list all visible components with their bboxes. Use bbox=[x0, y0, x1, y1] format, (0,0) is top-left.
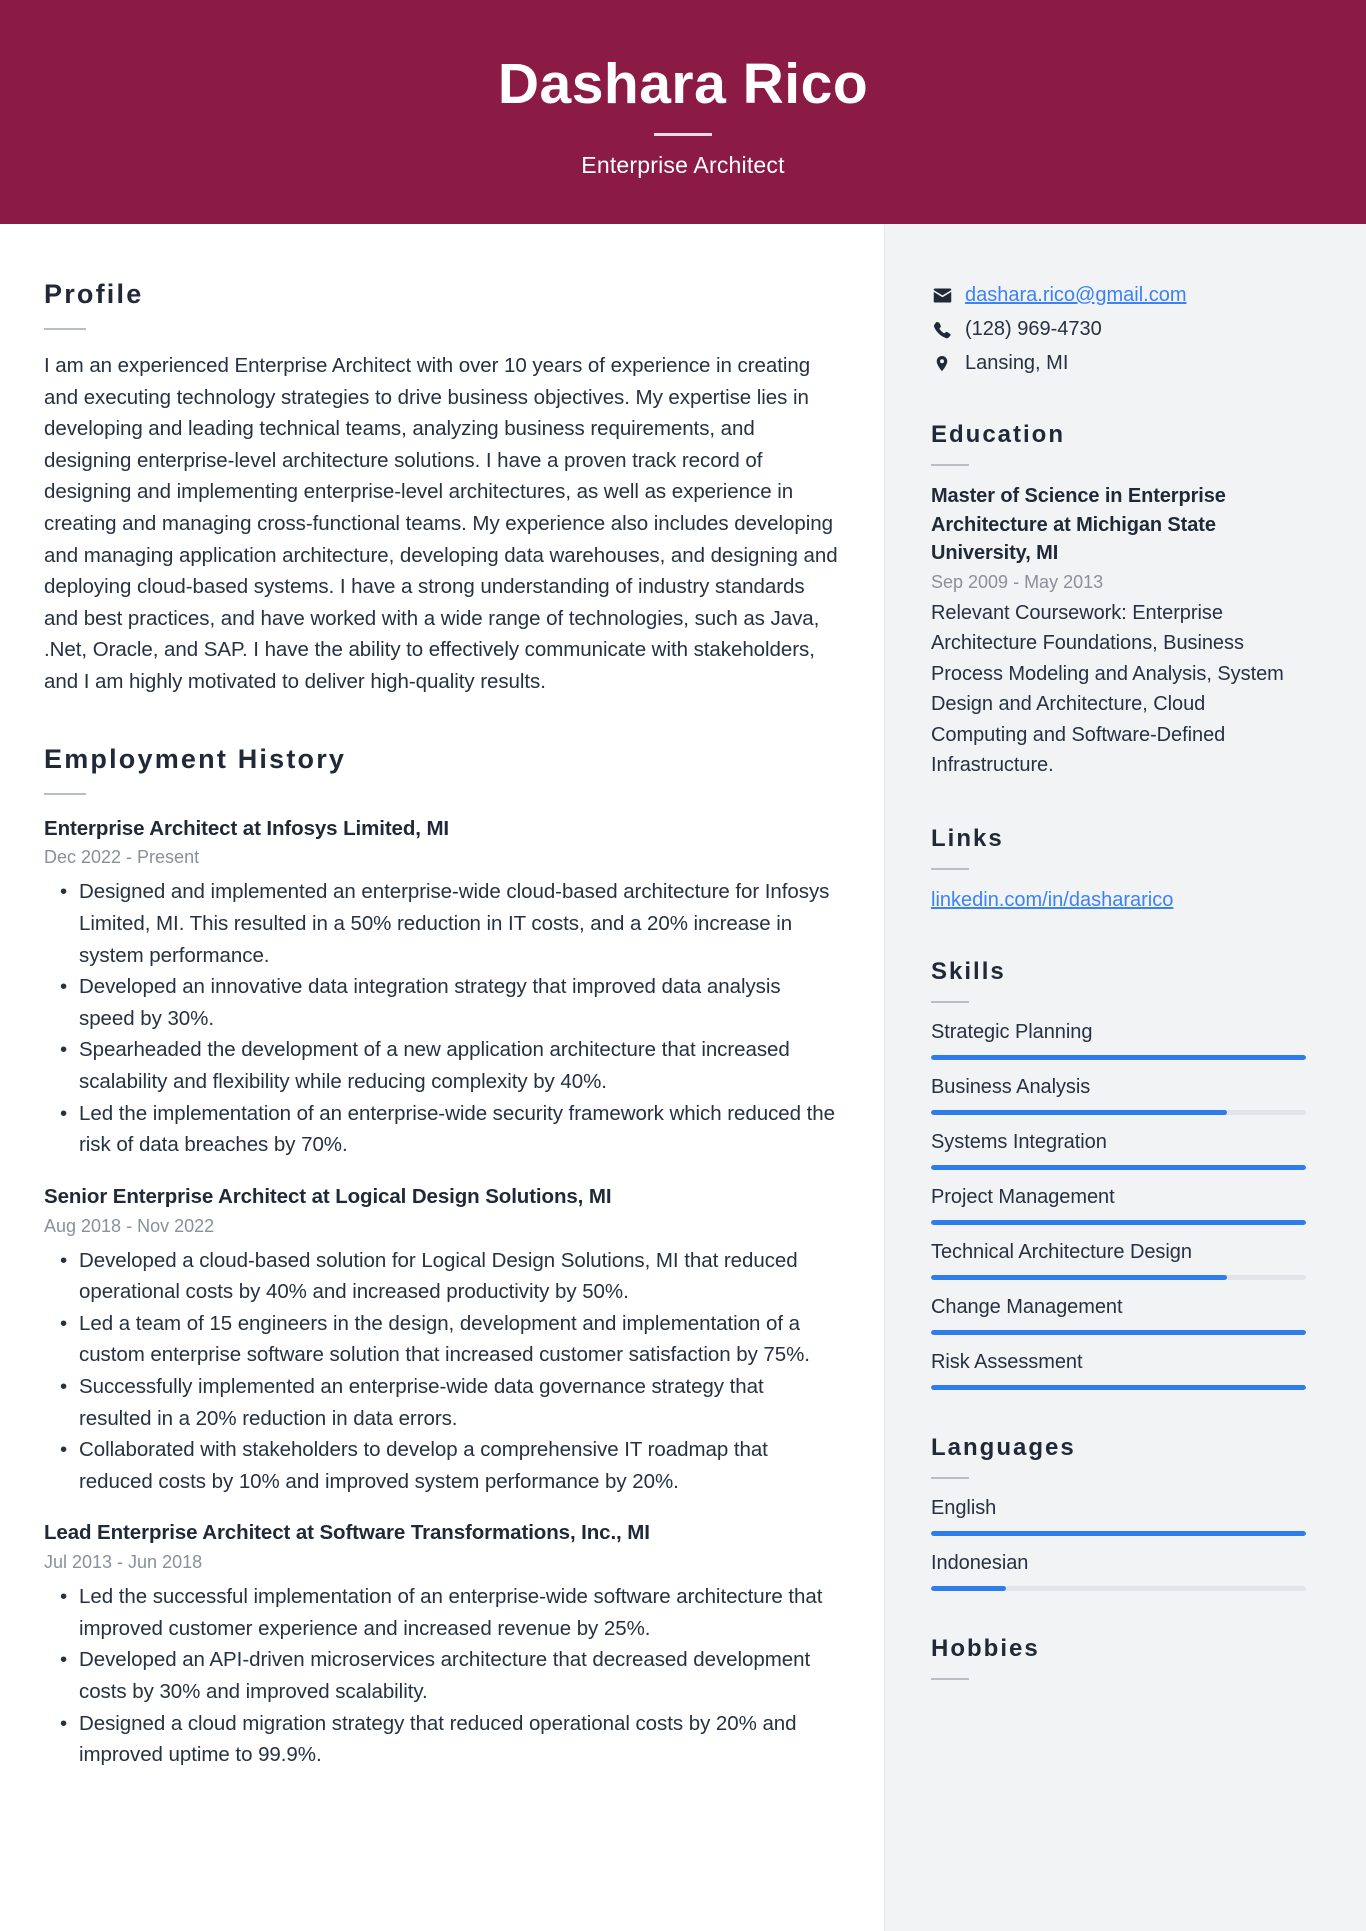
profile-heading: Profile bbox=[44, 279, 144, 309]
section-skills bbox=[931, 958, 1306, 1390]
skill-level-fill bbox=[931, 1330, 1306, 1335]
location-pin-icon bbox=[931, 353, 953, 375]
skill-item bbox=[931, 1294, 1306, 1335]
links-list bbox=[931, 886, 1306, 914]
language-level-bar bbox=[931, 1586, 1306, 1591]
employment-heading: Employment History bbox=[44, 743, 347, 774]
language-item bbox=[931, 1495, 1306, 1536]
profile-heading-rule bbox=[44, 328, 86, 330]
job-date-range: Dec 2022 - Present bbox=[44, 847, 200, 868]
section-hobbies bbox=[931, 1635, 1306, 1680]
skill-level-bar bbox=[931, 1110, 1306, 1115]
skill-level-bar bbox=[931, 1165, 1306, 1170]
education-list bbox=[931, 482, 1306, 781]
job-entry bbox=[44, 815, 839, 1161]
job-date-range: Aug 2018 - Nov 2022 bbox=[44, 1215, 215, 1236]
skills-list bbox=[931, 1019, 1306, 1390]
email-link[interactable]: dashara.rico@gmail.com bbox=[965, 284, 1187, 306]
languages-heading-rule bbox=[931, 1477, 969, 1479]
section-profile bbox=[44, 279, 839, 698]
languages-heading: Languages bbox=[931, 1433, 1076, 1461]
resume-body bbox=[0, 224, 1366, 1931]
contact-list bbox=[931, 282, 1306, 377]
language-level-fill bbox=[931, 1531, 1306, 1536]
skills-heading: Skills bbox=[931, 957, 1006, 985]
section-education bbox=[931, 421, 1306, 781]
contact-row[interactable] bbox=[931, 282, 1306, 309]
skill-level-bar bbox=[931, 1385, 1306, 1390]
job-bullet: • Successfully implemented an enterprise-wide data governance strategy that resulted in a 20% reduction in data errors. bbox=[44, 1371, 839, 1434]
job-bullet: • Developed an innovative data integration strategy that improved data analysis speed by 30%. bbox=[44, 971, 839, 1034]
job-bullet-list bbox=[44, 1245, 839, 1498]
job-entry bbox=[44, 1519, 839, 1770]
skill-item bbox=[931, 1184, 1306, 1225]
hobbies-heading-rule bbox=[931, 1678, 969, 1680]
job-title: Enterprise Architect at Infosys Limited, MI bbox=[44, 816, 450, 840]
skill-item bbox=[931, 1019, 1306, 1060]
skill-label: Systems Integration bbox=[931, 1130, 1107, 1153]
job-list bbox=[44, 815, 839, 1771]
job-bullet-list bbox=[44, 1581, 839, 1771]
job-title: Senior Enterprise Architect at Logical Design Solutions, MI bbox=[44, 1184, 612, 1208]
sidebar-column bbox=[884, 224, 1366, 1931]
linkedin-link[interactable]: linkedin.com/in/dashararico bbox=[931, 888, 1174, 911]
spacer bbox=[44, 698, 839, 744]
skill-label: Business Analysis bbox=[931, 1075, 1091, 1098]
skill-item bbox=[931, 1129, 1306, 1170]
language-label: English bbox=[931, 1496, 997, 1519]
job-bullet: • Led the successful implementation of an enterprise-wide software architecture that improved customer experience and increased revenue by 25%. bbox=[44, 1581, 839, 1644]
resume-header bbox=[0, 0, 1366, 224]
phone-icon bbox=[931, 319, 953, 341]
skill-level-bar bbox=[931, 1275, 1306, 1280]
language-label: Indonesian bbox=[931, 1551, 1029, 1574]
skill-item bbox=[931, 1074, 1306, 1115]
job-bullet: • Collaborated with stakeholders to develop a comprehensive IT roadmap that reduced costs by 10% and improved system performance by 20%. bbox=[44, 1434, 839, 1497]
candidate-name: Dashara Rico bbox=[497, 52, 869, 117]
employment-heading-rule bbox=[44, 793, 86, 795]
language-level-fill bbox=[931, 1586, 1006, 1591]
phone-number: (128) 969-4730 bbox=[965, 318, 1102, 340]
education-entry bbox=[931, 482, 1306, 781]
job-bullet: • Developed an API-driven microservices architecture that decreased development costs by 30% and improved scalability. bbox=[44, 1644, 839, 1707]
education-date-range: Sep 2009 - May 2013 bbox=[931, 571, 1104, 592]
contact-row bbox=[931, 316, 1306, 343]
job-bullet-list bbox=[44, 876, 839, 1160]
education-heading-rule bbox=[931, 464, 969, 466]
job-bullet: • Spearheaded the development of a new application architecture that increased scalability and flexibility while reducing complexity by 40%. bbox=[44, 1034, 839, 1097]
skill-label: Change Management bbox=[931, 1295, 1123, 1318]
job-bullet: • Designed and implemented an enterprise-wide cloud-based architecture for Infosys Limited, MI. This resulted in a 50% reduction in IT costs, and a 20% increase in system performance. bbox=[44, 876, 839, 971]
section-employment-history bbox=[44, 744, 839, 1771]
skill-level-fill bbox=[931, 1055, 1306, 1060]
languages-list bbox=[931, 1495, 1306, 1591]
skill-label: Project Management bbox=[931, 1185, 1115, 1208]
skill-level-bar bbox=[931, 1220, 1306, 1225]
skill-level-fill bbox=[931, 1275, 1227, 1280]
skill-level-fill bbox=[931, 1385, 1306, 1390]
profile-text: I am an experienced Enterprise Architect with over 10 years of experience in creating and executing technology strategies to drive business objectives. My expertise lies in developing and leading technical teams, analyzing business requirements, and designing enterprise-level architecture solutions. I have a proven track record of designing and implementing enterprise-level architectures, as well as experience in creating and managing cross-functional teams. My experience also includes developing and managing application architecture, developing data warehouses, and designing and deploying cloud-based systems. I have a strong understanding of industry standards and best practices, and have worked with a wide range of technologies, such as Java, .Net, Oracle, and SAP. I have the ability to effectively communicate with stakeholders, and I am highly motivated to deliver high-quality results. bbox=[44, 354, 838, 693]
location-text: Lansing, MI bbox=[965, 352, 1069, 374]
header-divider bbox=[654, 133, 712, 136]
links-heading: Links bbox=[931, 824, 1004, 852]
job-title: Lead Enterprise Architect at Software Transformations, Inc., MI bbox=[44, 1521, 650, 1545]
skill-level-fill bbox=[931, 1110, 1227, 1115]
education-heading: Education bbox=[931, 421, 1066, 448]
candidate-job-title: Enterprise Architect bbox=[581, 151, 785, 178]
language-item bbox=[931, 1550, 1306, 1591]
skills-heading-rule bbox=[931, 1001, 969, 1003]
hobbies-heading: Hobbies bbox=[931, 1634, 1040, 1662]
skill-item bbox=[931, 1239, 1306, 1280]
job-bullet: • Designed a cloud migration strategy that reduced operational costs by 20% and improved uptime to 99.9%. bbox=[44, 1708, 839, 1771]
envelope-icon bbox=[931, 285, 953, 307]
skill-level-fill bbox=[931, 1220, 1306, 1225]
job-bullet: • Led a team of 15 engineers in the design, development and implementation of a custom enterprise software solution that increased customer satisfaction by 75%. bbox=[44, 1308, 839, 1371]
skill-label: Risk Assessment bbox=[931, 1350, 1083, 1373]
skill-label: Strategic Planning bbox=[931, 1020, 1093, 1043]
job-entry bbox=[44, 1183, 839, 1498]
job-bullet: • Developed a cloud-based solution for Logical Design Solutions, MI that reduced operational costs by 40% and increased productivity by 50%. bbox=[44, 1245, 839, 1308]
skill-item bbox=[931, 1349, 1306, 1390]
skill-level-bar bbox=[931, 1330, 1306, 1335]
section-links bbox=[931, 825, 1306, 914]
skill-level-fill bbox=[931, 1165, 1306, 1170]
contact-row bbox=[931, 350, 1306, 377]
education-description: Relevant Coursework: Enterprise Architecture Foundations, Business Process Modeling and Analysis, System Design and Architecture, Cloud Computing and Software-Defined Infrastructure. bbox=[931, 601, 1284, 777]
job-bullet: • Led the implementation of an enterprise-wide security framework which reduced the risk of data breaches by 70%. bbox=[44, 1098, 839, 1161]
skill-label: Technical Architecture Design bbox=[931, 1240, 1192, 1263]
language-level-bar bbox=[931, 1531, 1306, 1536]
skill-level-bar bbox=[931, 1055, 1306, 1060]
education-degree: Master of Science in Enterprise Architecture at Michigan State University, MI bbox=[931, 485, 1226, 564]
links-heading-rule bbox=[931, 868, 969, 870]
main-column bbox=[0, 224, 884, 1931]
job-date-range: Jul 2013 - Jun 2018 bbox=[44, 1552, 203, 1573]
section-languages bbox=[931, 1434, 1306, 1591]
